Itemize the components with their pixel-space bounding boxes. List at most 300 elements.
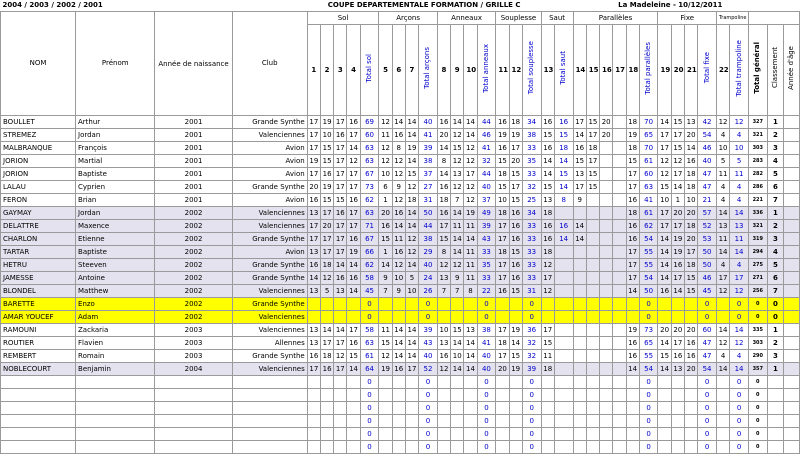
total-cell: 35 xyxy=(522,155,541,168)
score-cell: 16 xyxy=(626,233,639,246)
total-cell: 0 xyxy=(698,376,717,389)
score-cell: 7 xyxy=(379,285,392,298)
score-cell xyxy=(613,441,626,454)
total-cell: 0 xyxy=(477,441,496,454)
total-cell: 15 xyxy=(554,168,573,181)
score-cell xyxy=(600,402,613,415)
score-cell: 16 xyxy=(320,363,333,376)
total-cell xyxy=(554,337,573,350)
total-cell: 0 xyxy=(522,311,541,324)
total-general-cell: 335 xyxy=(748,324,767,337)
score-cell xyxy=(379,428,392,441)
col-total-paralleles: Total parallèles xyxy=(639,25,658,116)
years-label: 2004 / 2003 / 2002 / 2001 xyxy=(1,0,308,12)
col-5: 5 xyxy=(379,25,392,116)
score-cell xyxy=(320,298,333,311)
table-row xyxy=(1,337,800,350)
total-cell: 0 xyxy=(360,441,379,454)
score-cell: 11 xyxy=(716,168,729,181)
prenom-cell: Flavien xyxy=(76,337,155,350)
club-cell xyxy=(232,428,307,441)
score-cell: 11 xyxy=(464,246,477,259)
club-cell: Grande Synthe xyxy=(232,272,307,285)
score-cell: 20 xyxy=(320,220,333,233)
nom-cell: BOULLET xyxy=(1,116,76,129)
total-cell: 0 xyxy=(730,415,749,428)
group-trampoline: Trampoline xyxy=(716,12,748,25)
score-cell: 19 xyxy=(320,116,333,129)
score-cell xyxy=(684,428,697,441)
score-cell: 14 xyxy=(684,142,697,155)
total-cell: 0 xyxy=(730,402,749,415)
score-cell xyxy=(334,415,347,428)
total-general-cell: 0 xyxy=(748,376,767,389)
table-row xyxy=(1,142,800,155)
score-cell xyxy=(613,298,626,311)
score-cell xyxy=(334,441,347,454)
total-cell: 40 xyxy=(477,350,496,363)
score-cell: 14 xyxy=(671,285,684,298)
club-cell: Grande Synthe xyxy=(232,298,307,311)
score-cell xyxy=(613,376,626,389)
classement-cell: 5 xyxy=(767,168,784,181)
club-cell: Valenciennes xyxy=(232,285,307,298)
col-7: 7 xyxy=(405,25,418,116)
score-cell xyxy=(600,376,613,389)
score-cell: 18 xyxy=(626,116,639,129)
total-general-cell: 303 xyxy=(748,142,767,155)
score-cell xyxy=(600,233,613,246)
total-cell: 71 xyxy=(360,220,379,233)
score-cell xyxy=(464,389,477,402)
score-cell: 14 xyxy=(658,259,671,272)
total-cell: 33 xyxy=(522,272,541,285)
total-cell: 0 xyxy=(698,311,717,324)
total-cell: 12 xyxy=(730,337,749,350)
score-cell: 17 xyxy=(716,272,729,285)
total-cell: 0 xyxy=(639,389,658,402)
total-general-cell: 319 xyxy=(748,233,767,246)
classement-cell: 3 xyxy=(767,350,784,363)
score-cell xyxy=(347,402,360,415)
score-cell xyxy=(347,428,360,441)
total-cell: 63 xyxy=(360,142,379,155)
score-cell xyxy=(496,389,509,402)
score-cell: 4 xyxy=(716,129,729,142)
score-cell: 15 xyxy=(541,337,554,350)
total-cell: 0 xyxy=(698,441,717,454)
score-cell xyxy=(716,389,729,402)
total-general-cell: 327 xyxy=(748,116,767,129)
score-cell: 16 xyxy=(392,129,405,142)
score-cell: 14 xyxy=(573,220,586,233)
total-cell: 14 xyxy=(554,181,573,194)
score-cell: 16 xyxy=(347,194,360,207)
score-cell: 12 xyxy=(464,142,477,155)
score-cell: 12 xyxy=(658,168,671,181)
col-10: 10 xyxy=(464,25,477,116)
col-6: 6 xyxy=(392,25,405,116)
prenom-cell: Baptiste xyxy=(76,168,155,181)
annee-cell: 2002 xyxy=(155,311,232,324)
score-cell xyxy=(541,441,554,454)
score-cell: 14 xyxy=(658,116,671,129)
classement-cell xyxy=(767,428,784,441)
total-cell: 4 xyxy=(730,350,749,363)
club-cell: Valenciennes xyxy=(232,207,307,220)
total-general-cell: 0 xyxy=(748,441,767,454)
table-row xyxy=(1,285,800,298)
score-cell: 17 xyxy=(347,324,360,337)
score-cell xyxy=(613,324,626,337)
score-cell: 17 xyxy=(541,272,554,285)
score-cell xyxy=(405,415,418,428)
score-cell: 14 xyxy=(658,337,671,350)
score-cell: 16 xyxy=(307,350,320,363)
classement-cell: 6 xyxy=(767,181,784,194)
score-cell xyxy=(509,428,522,441)
score-cell: 15 xyxy=(671,142,684,155)
score-cell xyxy=(509,415,522,428)
total-cell: 41 xyxy=(477,142,496,155)
score-cell xyxy=(437,311,450,324)
score-cell xyxy=(613,220,626,233)
score-cell: 16 xyxy=(684,337,697,350)
score-cell: 17 xyxy=(671,129,684,142)
prenom-cell: Etienne xyxy=(76,233,155,246)
club-cell: Valenciennes xyxy=(232,324,307,337)
total-cell: 44 xyxy=(477,168,496,181)
score-cell: 12 xyxy=(320,272,333,285)
total-cell: 0 xyxy=(360,402,379,415)
score-cell: 12 xyxy=(392,194,405,207)
score-cell xyxy=(573,324,586,337)
score-cell: 18 xyxy=(437,194,450,207)
score-cell xyxy=(405,298,418,311)
annee-cell: 2003 xyxy=(155,324,232,337)
total-general-cell: 290 xyxy=(748,350,767,363)
score-cell: 14 xyxy=(379,259,392,272)
total-cell: 50 xyxy=(698,246,717,259)
col-nom: NOM xyxy=(1,12,76,116)
col-3: 3 xyxy=(334,25,347,116)
score-cell xyxy=(392,441,405,454)
annee-age-cell xyxy=(784,298,800,311)
score-cell: 14 xyxy=(405,129,418,142)
score-cell xyxy=(600,311,613,324)
score-cell: 14 xyxy=(716,207,729,220)
score-cell xyxy=(334,402,347,415)
score-cell xyxy=(379,311,392,324)
total-cell: 50 xyxy=(639,285,658,298)
col-21: 21 xyxy=(684,25,697,116)
nom-cell: JORION xyxy=(1,155,76,168)
score-cell: 17 xyxy=(334,181,347,194)
score-cell: 19 xyxy=(626,129,639,142)
nom-cell: ROUTIER xyxy=(1,337,76,350)
nom-cell xyxy=(1,389,76,402)
total-cell xyxy=(554,363,573,376)
score-cell: 12 xyxy=(379,350,392,363)
total-cell: 4 xyxy=(730,194,749,207)
score-cell: 13 xyxy=(307,207,320,220)
total-cell: 0 xyxy=(639,298,658,311)
score-cell xyxy=(613,168,626,181)
score-cell: 19 xyxy=(464,207,477,220)
score-cell xyxy=(658,298,671,311)
score-cell: 1 xyxy=(671,194,684,207)
annee-age-cell xyxy=(784,415,800,428)
annee-cell: 2002 xyxy=(155,259,232,272)
annee-cell: 2001 xyxy=(155,194,232,207)
total-general-cell: 271 xyxy=(748,272,767,285)
prenom-cell xyxy=(76,389,155,402)
total-cell: 12 xyxy=(730,285,749,298)
total-cell xyxy=(554,324,573,337)
total-cell xyxy=(554,441,573,454)
score-cell xyxy=(586,402,599,415)
total-cell: 0 xyxy=(639,402,658,415)
total-cell: 0 xyxy=(360,311,379,324)
score-cell: 15 xyxy=(541,129,554,142)
annee-cell xyxy=(155,415,232,428)
score-cell: 11 xyxy=(541,350,554,363)
apparatus-row xyxy=(1,12,800,25)
annee-cell: 2002 xyxy=(155,272,232,285)
total-cell: 33 xyxy=(477,272,496,285)
score-cell: 17 xyxy=(334,142,347,155)
score-cell xyxy=(716,298,729,311)
classement-cell xyxy=(767,402,784,415)
total-cell: 0 xyxy=(730,298,749,311)
score-cell: 16 xyxy=(334,272,347,285)
total-cell: 55 xyxy=(639,259,658,272)
total-cell: 21 xyxy=(698,194,717,207)
table-row xyxy=(1,415,800,428)
group-blank xyxy=(748,12,799,25)
score-cell xyxy=(541,311,554,324)
table-row xyxy=(1,155,800,168)
score-cell: 14 xyxy=(464,129,477,142)
score-cell: 20 xyxy=(658,324,671,337)
total-cell: 0 xyxy=(477,376,496,389)
score-cell: 16 xyxy=(347,337,360,350)
score-cell: 20 xyxy=(671,207,684,220)
venue-date: La Madeleine - 10/12/2011 xyxy=(541,0,799,12)
score-cell xyxy=(307,415,320,428)
total-cell: 0 xyxy=(522,415,541,428)
table-row xyxy=(1,324,800,337)
score-cell: 15 xyxy=(320,155,333,168)
club-cell: Valenciennes xyxy=(232,129,307,142)
score-cell xyxy=(613,337,626,350)
score-cell: 8 xyxy=(392,142,405,155)
score-cell xyxy=(437,389,450,402)
score-cell: 12 xyxy=(464,181,477,194)
table-row xyxy=(1,350,800,363)
score-cell: 12 xyxy=(716,285,729,298)
score-cell xyxy=(613,428,626,441)
total-cell xyxy=(554,285,573,298)
score-cell xyxy=(437,298,450,311)
col-14: 14 xyxy=(573,25,586,116)
score-cell: 18 xyxy=(684,181,697,194)
col-1: 1 xyxy=(307,25,320,116)
prenom-cell: Brian xyxy=(76,194,155,207)
annee-cell xyxy=(155,389,232,402)
score-cell: 12 xyxy=(451,155,464,168)
prenom-cell: Enzo xyxy=(76,298,155,311)
score-cell xyxy=(451,389,464,402)
score-cell xyxy=(613,194,626,207)
total-general-cell: 282 xyxy=(748,168,767,181)
total-cell: 69 xyxy=(360,116,379,129)
col-11: 11 xyxy=(496,25,509,116)
score-cell: 19 xyxy=(509,363,522,376)
annee-age-cell xyxy=(784,246,800,259)
score-cell xyxy=(671,415,684,428)
score-cell: 16 xyxy=(626,337,639,350)
total-cell: 63 xyxy=(360,337,379,350)
total-cell xyxy=(554,428,573,441)
classement-cell: 1 xyxy=(767,207,784,220)
score-cell xyxy=(541,415,554,428)
score-cell: 15 xyxy=(586,168,599,181)
total-cell xyxy=(554,389,573,402)
total-cell: 40 xyxy=(419,350,438,363)
col-12: 12 xyxy=(509,25,522,116)
score-cell xyxy=(392,376,405,389)
score-cell xyxy=(600,272,613,285)
score-cell: 18 xyxy=(320,259,333,272)
annee-age-cell xyxy=(784,129,800,142)
total-general-cell: 0 xyxy=(748,311,767,324)
table-row xyxy=(1,233,800,246)
score-cell: 20 xyxy=(684,324,697,337)
nom-cell: STREMEZ xyxy=(1,129,76,142)
score-cell xyxy=(600,181,613,194)
total-cell: 14 xyxy=(554,155,573,168)
annee-age-cell xyxy=(784,207,800,220)
score-cell xyxy=(379,376,392,389)
score-cell: 14 xyxy=(464,350,477,363)
annee-age-cell xyxy=(784,376,800,389)
score-cell: 17 xyxy=(626,181,639,194)
total-cell: 38 xyxy=(419,233,438,246)
score-cell xyxy=(573,246,586,259)
total-cell: 54 xyxy=(639,363,658,376)
total-cell xyxy=(554,207,573,220)
score-cell: 17 xyxy=(658,129,671,142)
total-cell: 13 xyxy=(730,220,749,233)
col-total-sol: Total sol xyxy=(360,25,379,116)
table-row xyxy=(1,129,800,142)
score-cell xyxy=(509,298,522,311)
score-cell: 14 xyxy=(392,350,405,363)
title-row xyxy=(1,0,800,12)
total-cell: 0 xyxy=(419,441,438,454)
score-cell: 14 xyxy=(716,246,729,259)
prenom-cell: François xyxy=(76,142,155,155)
total-cell: 44 xyxy=(477,116,496,129)
score-cell xyxy=(613,233,626,246)
score-cell: 11 xyxy=(451,220,464,233)
score-cell xyxy=(626,389,639,402)
total-cell: 42 xyxy=(698,116,717,129)
score-cell xyxy=(600,207,613,220)
score-cell xyxy=(451,298,464,311)
score-cell: 18 xyxy=(496,337,509,350)
total-cell: 64 xyxy=(360,363,379,376)
club-cell: Avion xyxy=(232,155,307,168)
score-cell xyxy=(684,376,697,389)
score-cell: 10 xyxy=(496,194,509,207)
group-paralleles: Parallèles xyxy=(573,12,658,25)
total-cell: 26 xyxy=(419,285,438,298)
col-4: 4 xyxy=(347,25,360,116)
score-cell: 18 xyxy=(541,207,554,220)
score-cell: 17 xyxy=(626,272,639,285)
score-cell: 16 xyxy=(541,142,554,155)
nom-cell: RAMOUNI xyxy=(1,324,76,337)
total-cell: 43 xyxy=(477,233,496,246)
score-cell xyxy=(347,311,360,324)
score-cell: 14 xyxy=(320,324,333,337)
score-cell: 19 xyxy=(405,142,418,155)
total-cell: 41 xyxy=(639,194,658,207)
annee-cell: 2002 xyxy=(155,298,232,311)
score-cell xyxy=(573,389,586,402)
score-cell xyxy=(347,298,360,311)
score-cell: 14 xyxy=(347,363,360,376)
total-cell: 16 xyxy=(554,220,573,233)
total-cell: 0 xyxy=(419,311,438,324)
score-cell: 8 xyxy=(464,285,477,298)
prenom-cell: Maxence xyxy=(76,220,155,233)
score-cell xyxy=(392,402,405,415)
score-cell: 17 xyxy=(509,142,522,155)
score-cell: 14 xyxy=(437,168,450,181)
total-cell: 65 xyxy=(639,337,658,350)
prenom-cell: Jordan xyxy=(76,207,155,220)
score-cell xyxy=(320,415,333,428)
score-cell: 17 xyxy=(307,220,320,233)
score-cell: 4 xyxy=(716,350,729,363)
club-cell xyxy=(232,376,307,389)
score-cell: 14 xyxy=(451,207,464,220)
score-cell: 19 xyxy=(496,129,509,142)
annee-age-cell xyxy=(784,389,800,402)
score-cell xyxy=(586,298,599,311)
total-cell: 5 xyxy=(730,155,749,168)
score-cell: 15 xyxy=(586,116,599,129)
club-cell xyxy=(232,441,307,454)
score-cell: 17 xyxy=(320,246,333,259)
score-cell xyxy=(307,376,320,389)
club-cell: Grande Synthe xyxy=(232,181,307,194)
table-row xyxy=(1,311,800,324)
total-cell: 61 xyxy=(639,207,658,220)
total-cell: 0 xyxy=(522,428,541,441)
total-cell: 15 xyxy=(554,129,573,142)
score-cell xyxy=(586,428,599,441)
total-cell: 62 xyxy=(360,259,379,272)
score-cell: 13 xyxy=(716,220,729,233)
table-row xyxy=(1,389,800,402)
score-cell: 14 xyxy=(392,116,405,129)
score-cell xyxy=(573,415,586,428)
score-cell xyxy=(613,415,626,428)
